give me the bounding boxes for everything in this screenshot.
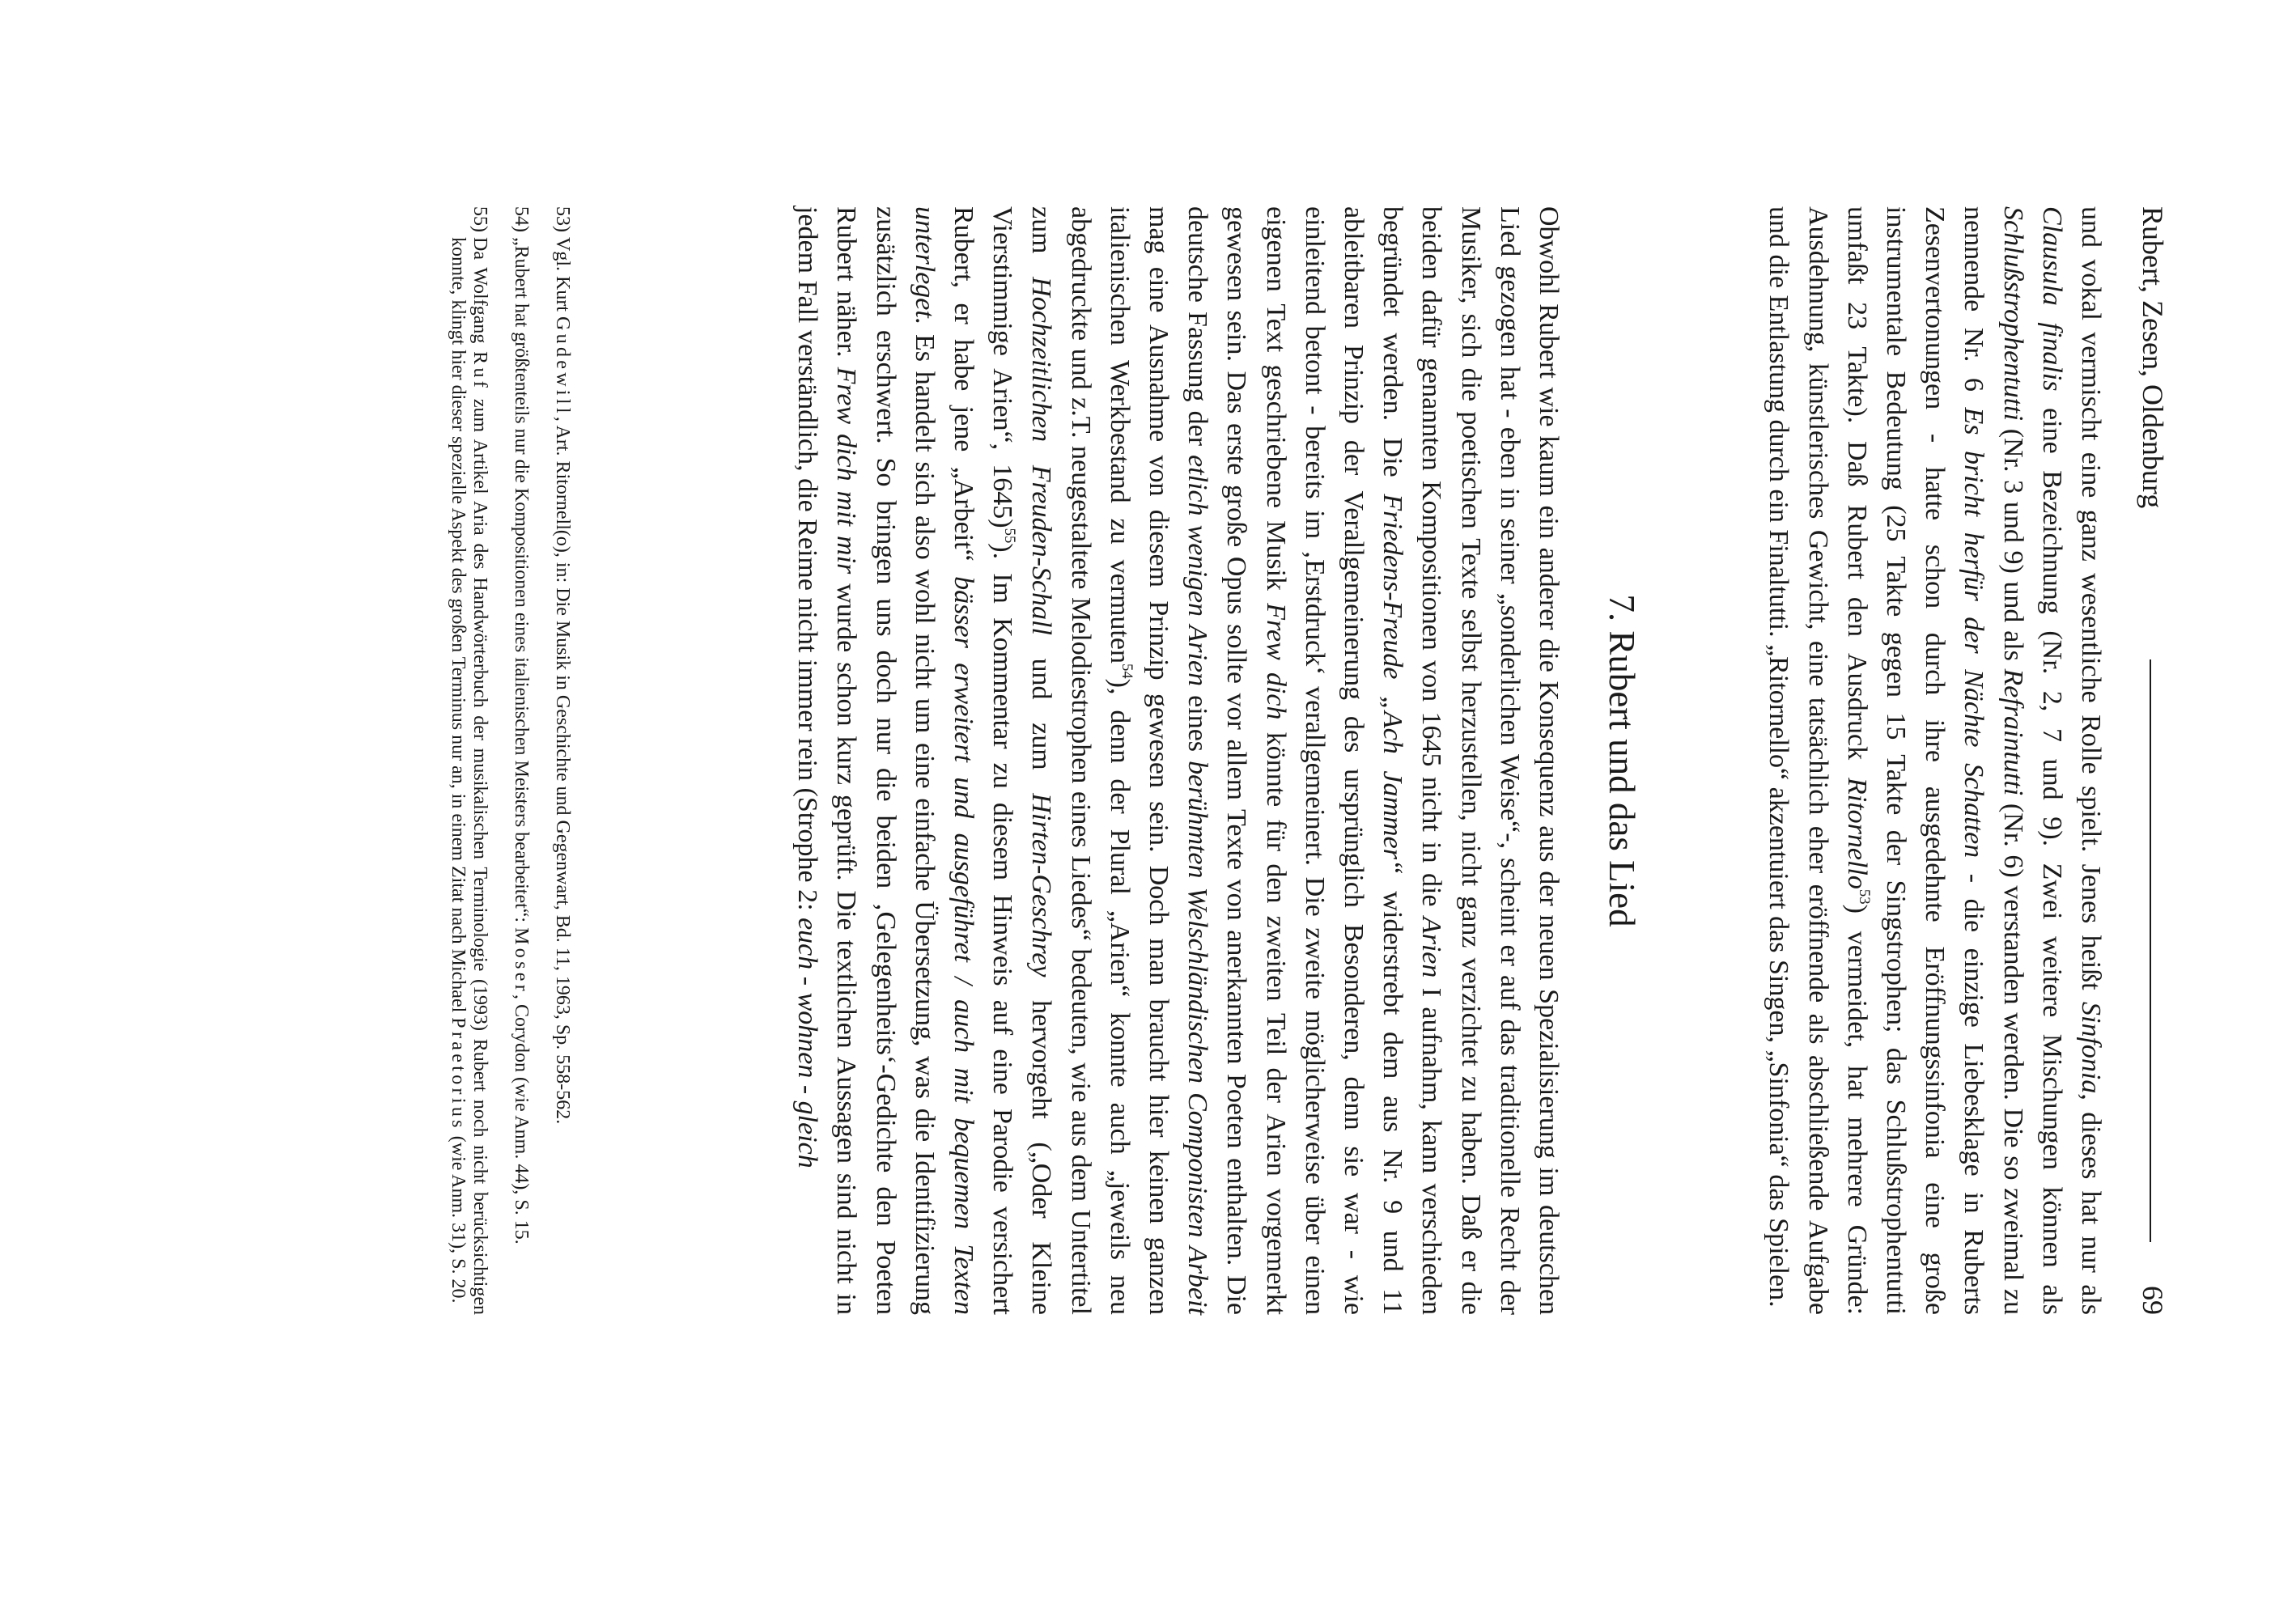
author-name: Gudewill [552, 316, 573, 417]
italic-run: Ritornello [1841, 778, 1872, 889]
footnote-ref-54[interactable]: 54 [1118, 663, 1135, 679]
text-run: „Rubert hat größtenteils nur die Kompositionen eines italienischen Meisters bearbeitet“: [511, 237, 532, 928]
footnote-text [447, 237, 490, 1315]
author-name: Praetorius [448, 1017, 469, 1131]
paragraph-2-text [787, 206, 1568, 1315]
footnote-text [510, 237, 532, 1315]
footnote-ref-53[interactable]: 53 [1855, 888, 1873, 905]
text-run: wurde schon kurz geprüft. Die textlichen Aussagen sind nicht in jedem Fall verständlich, die Reime nicht immer rein (Strophe 2: [792, 206, 862, 1315]
italic-run: Es bricht herfür der Nächte Schatten [1959, 407, 1989, 859]
section-heading: 7. Rubert und das Lied [1602, 594, 1642, 927]
text-run: (Nr. 6) verstanden werden. Die so zweimal zu nennende Nr. 6 [1959, 206, 2028, 1315]
footnote-number: 55) [469, 206, 490, 232]
footnote-number: 53) [552, 206, 573, 232]
italic-run: euch - wohnen - gleich [792, 918, 823, 1168]
text-run: I aufnahm, kann verschieden begründet werden. Die [1377, 206, 1447, 1315]
text-run: mag eine Ausnahme von diesem Prinzip gewesen sein. Doch man braucht hier keinen ganzen italienischen Werkbestand zu vermuten [1104, 206, 1174, 1315]
running-title: Rubert, Zesen, Oldenburg [2135, 206, 2171, 519]
footnote-number: 54) [511, 206, 532, 232]
text-run: eine Bezeichnung (Nr. 2, 7 und 9). Zwei weitere Mischungen können als [2036, 391, 2067, 1315]
paragraph-2 [787, 206, 1568, 1315]
text-run: (Nr. 3 und 9) und als [1997, 421, 2028, 669]
text-run: Vgl. Kurt [552, 237, 573, 316]
header-rule [2150, 659, 2151, 1242]
text-run: Es handelt sich also wohl nicht um eine einfache Übersetzung, was die Identifizierung zusätzlich erschwert. So bringen uns doch nur die beiden ‚Gelegenheits‘-Gedichte den Poeten Rubert näher. [831, 206, 940, 1315]
text-run: und vokal vermischt eine ganz wesentliche Rolle spielt. Jenes heißt [2076, 206, 2106, 1002]
footnote-55 [447, 206, 490, 1315]
text-run: hervorgeht („Oder Kleine Vierstimmige Arien“, 1645) [987, 206, 1057, 1315]
text-run: Da Wolfgang [469, 237, 490, 352]
text-run: - die einzige Liebesklage in Ruberts Zesenvertonungen - hatte schon durch ihre ausgedehnte Eröffnungssinfonia eine große instrumentale Bedeutung (25 Takte gegen 15 Takte der Singstrophen; das Schlußstrophentutti umfaßt 23 Takte). Daß Rubert den Ausdruck [1841, 206, 1989, 1315]
footnote-53 [551, 206, 573, 1315]
italic-run: Friedens-Freude „Ach Jammer“ [1377, 494, 1408, 875]
italic-run: Arien [1416, 916, 1447, 978]
author-name: Moser [511, 927, 532, 995]
text-run: , Corydon (wie Anm. 44), S. 15. [511, 994, 532, 1245]
text-run: zum Artikel Aria des Handwörterbuch der musikalischen Terminologie (1993) Rubert noch nicht berücksichtigen konnte, klingt hier dieser spezielle Aspekt des großen Terminus nur an, in einem Zitat nach Michael [448, 237, 490, 1316]
text-run: eines [1182, 686, 1213, 761]
footnote-ref-55[interactable]: 55 [1001, 528, 1019, 544]
text-run: ). Im Kommentar zu diesem Hinweis auf eine Parodie versichert Rubert, er habe jene „Arbeit“ [948, 206, 1018, 1315]
text-run: ), denn der Plural „Arien“ konnte auch „jeweils neu abgedruckte und z.T. neugestaltete Melodiestrophen eines Liedes“ bedeuten, wie aus dem Untertitel zum [1026, 206, 1135, 1315]
italic-run: Hirten-Geschrey [1026, 793, 1057, 977]
italic-run: bässer erweitert und ausgeführet / auch mit bequemen Texten unterleget. [909, 206, 978, 1315]
text-run: und zum [1026, 634, 1057, 794]
text-run: Obwohl Rubert wie kaum ein anderer die Konsequenz aus der neuen Spezialisierung im deutschen Lied gezogen hat - eben in seiner „sonderlichen Weise“-, scheint er auf das traditionelle Recht der Musiker, sich die poetischen Texte selbst herzustellen, nicht ganz verzichtet zu haben. Daß er die beiden dafür genannten Kompositionen von 1645 nicht in die [1416, 206, 1564, 1315]
text-run: , Art. Ritornell(o), in: Die Musik in Geschichte und Gegenwart, Bd. 11, 1963, Sp. 558-562. [552, 416, 573, 1125]
text-run: widerstrebt dem aus Nr. 9 und 11 ableitbaren Prinzip der Verallgemeinerung des ursprünglich Besonderen, denn sie war - wie einleitend betont - bereits im ‚Erstdruck‘ verallgemeinert. Die zweite möglicherweise über einen eigenen Text geschriebene Musik [1260, 206, 1408, 1315]
running-header [2122, 206, 2171, 1315]
italic-run: Frew dich [1260, 603, 1291, 720]
paragraph-1-text [1759, 206, 2110, 1315]
italic-run: etlich wenigen Arien [1182, 455, 1213, 687]
page-number: 69 [2137, 1286, 2169, 1315]
italic-run: berühmten Welschländischen Componisten Arbeit [1182, 761, 1213, 1316]
author-name: Ruf [469, 351, 490, 392]
footnote-54 [510, 206, 532, 1315]
italic-run: Frew dich mit mir [831, 367, 862, 575]
text-run: (wie Anm. 31), S. 20. [448, 1130, 469, 1304]
text-run: könnte für den zweiten Teil der Arien vorgemerkt gewesen sein. Das erste große Opus sollte vor allem Texte von anerkannten Poeten enthalten. Die deutsche Fassung der [1182, 206, 1291, 1316]
italic-run: Sinfonia [2076, 1002, 2106, 1094]
paragraph-1 [1759, 206, 2110, 1315]
text-run: ) vermeidet, hat mehrere Gründe: Ausdehnung, künstlerisches Gewicht, eine tatsächlich eher eröffnende als abschließende Aufgabe und die Entlastung durch ein Finaltutti. „Ritornello“ akzentuiert das Singen, „Sinfonia“ das Spielen. [1764, 206, 1872, 1315]
italic-run: Hochzeitlichen Freuden-Schall [1026, 277, 1057, 635]
footnote-text [551, 237, 573, 1315]
italic-run: Clausula finalis [2036, 206, 2067, 392]
text-run: , dieses hat nur als [2076, 1093, 2106, 1316]
italic-run: Schlußstrophentutti [1997, 206, 2028, 422]
footnotes [427, 206, 592, 1315]
italic-run: Refraintutti [1997, 668, 2028, 796]
